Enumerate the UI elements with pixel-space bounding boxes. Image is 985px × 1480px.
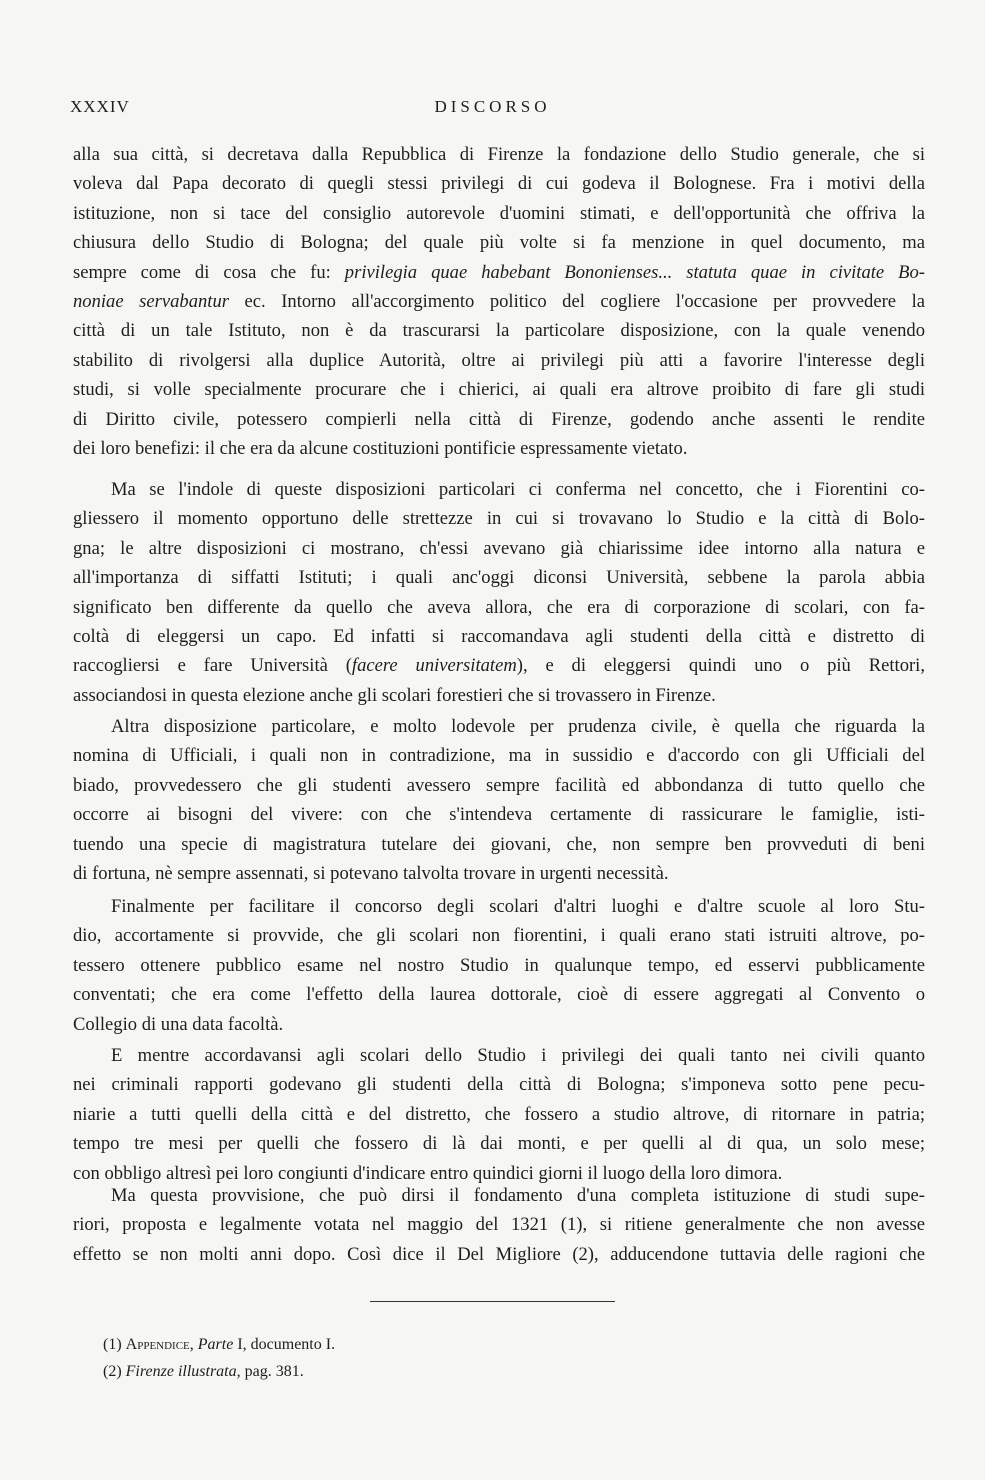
text-segment: voleva dal Papa decorato di quegli stessi privilegi di cui godeva il Bolognese. Fra i motivi della: [73, 173, 925, 195]
text-segment: occorre ai bisogni del vivere: con che s'intendeva certamente di rassicurare le famiglie, isti-: [73, 804, 925, 826]
paragraph: [73, 140, 925, 463]
text-line: [73, 405, 925, 434]
text-segment: significato ben differente da quello che aveva allora, che era di corporazione di scolari, con fa-: [73, 596, 925, 618]
text-line: [73, 892, 925, 921]
footnote-title: Firenze illustrata,: [125, 1363, 241, 1380]
text-segment: associandosi in questa elezione anche gli scolari forestieri che si trovassero in Firenze.: [73, 684, 716, 706]
footnote-marker: (1): [103, 1336, 122, 1353]
text-line: [73, 346, 925, 375]
text-line: [73, 921, 925, 950]
text-segment: niarie a tutti quelli della città e del distretto, che fossero a studio altrove, di ritornare in patria;: [73, 1103, 925, 1125]
text-segment: dei loro benefizi: il che era da alcune costituzioni pontificie espressamente vietato.: [73, 437, 688, 459]
text-segment: tessero ottenere pubblico esame nel nostro Studio in qualunque tempo, ed esservi pubblicamente: [73, 954, 925, 976]
text-segment: sempre come di cosa che fu:: [73, 261, 345, 283]
text-segment: nei criminali rapporti godevano gli studenti della città di Bologna; s'imponeva sotto pene pecu-: [73, 1074, 925, 1096]
text-segment: Ma questa provvisione, che può dirsi il fondamento d'una completa istituzione di studi supe-: [111, 1185, 925, 1206]
text-segment: conventati; che era come l'effetto della laurea dottorale, cioè di essere aggregati al Convento o: [73, 984, 925, 1006]
text-segment: tuendo una specie di magistratura tutelare dei giovani, che, non sempre ben provveduti di beni: [73, 833, 925, 855]
page-number: XXXIV: [70, 97, 130, 116]
text-segment: chiusura dello Studio di Bologna; del quale più volte si fa menzione in quel documento, ma: [73, 232, 925, 254]
text-line: [73, 1129, 925, 1158]
italic-text: privilegia quae habebant Bononienses... statuta quae in civitate Bo-: [344, 261, 925, 283]
text-line: [73, 1100, 925, 1129]
text-line: [73, 1041, 925, 1070]
footnote-text: pag. 381.: [244, 1363, 304, 1380]
text-segment: effetto se non molti anni dopo. Così dice il Del Migliore (2), adducendone tuttavia delle ragioni che: [73, 1243, 925, 1265]
text-line: [73, 228, 925, 257]
text-line: [73, 651, 925, 680]
text-line: [73, 375, 925, 404]
text-segment: gna; le altre disposizioni ci mostrano, ch'essi avevano già chiarissime idee intorno alla natura e: [73, 537, 925, 559]
text-segment: E mentre accordavansi agli scolari dello Studio i privilegi dei quali tanto nei civili quanto: [111, 1045, 925, 1066]
text-line: [73, 681, 925, 710]
paragraph: [73, 712, 925, 888]
text-segment: Collegio di una data facoltà.: [73, 1013, 284, 1035]
text-line: [73, 830, 925, 859]
text-line: [73, 1070, 925, 1099]
text-segment: all'importanza di siffatti Istituti; i quali anc'oggi diconsi Università, sebbene la parola abbia: [73, 567, 925, 589]
text-segment: di Diritto civile, potessero compierli nella città di Firenze, godendo anche assenti le rendite: [73, 408, 925, 430]
text-line: [73, 712, 925, 741]
text-line: [73, 1240, 925, 1269]
text-line: [73, 1181, 925, 1210]
footnote-1: [103, 1336, 335, 1354]
text-line: [73, 258, 925, 287]
text-line: [73, 287, 925, 316]
text-segment: raccogliersi e fare Università (: [73, 655, 352, 677]
text-segment: stabilito di rivolgersi alla duplice Autorità, oltre ai privilegi più atti a favorire l'interesse degli: [73, 349, 925, 371]
text-segment: Ma se l'indole di queste disposizioni particolari ci conferma nel concetto, che i Fiorentini co-: [111, 479, 925, 500]
text-line: [73, 1210, 925, 1239]
text-line: [73, 434, 925, 463]
text-segment: riori, proposta e legalmente votata nel maggio del 1321 (1), si ritiene generalmente che non avesse: [73, 1214, 925, 1236]
text-segment: biado, provvedessero che gli studenti avessero sempre facilità ed abbondanza di tutto quello che: [73, 774, 925, 796]
text-segment: ), e di eleggersi quindi uno o più Rettori,: [516, 655, 925, 677]
text-line: [73, 140, 925, 169]
italic-text: noniae servabantur: [73, 290, 230, 312]
text-line: [73, 980, 925, 1009]
paragraph: [73, 1181, 925, 1269]
text-segment: istituzione, non si tace del consiglio autorevole d'uomini stimati, e dell'opportunità che offriva la: [73, 202, 925, 224]
text-segment: nomina di Ufficiali, i quali non in contradizione, ma in sussidio e d'accordo con gli Ufficiali del: [73, 745, 925, 767]
footnote-part: Parte: [197, 1336, 234, 1353]
text-line: [73, 622, 925, 651]
text-line: [73, 800, 925, 829]
text-line: [73, 1010, 925, 1039]
text-segment: ec. Intorno all'accorgimento politico del cogliere l'occasione per provvedere la: [229, 290, 926, 312]
text-segment: gliessero il momento opportuno delle strettezze in cui si trovavano lo Studio e la città di Bolo-: [73, 508, 925, 530]
footnote-source: Appendice,: [125, 1336, 194, 1353]
footnote-2: [103, 1363, 304, 1381]
text-segment: studi, si volle specialmente procurare che i chierici, ai quali era altrove proibito di fare gli studi: [73, 379, 925, 401]
footnote-text: I, documento I.: [237, 1336, 336, 1353]
text-line: [73, 316, 925, 345]
text-segment: coltà di eleggersi un capo. Ed infatti si raccomandava agli studenti della città e distretto di: [73, 625, 925, 647]
text-line: [73, 951, 925, 980]
text-segment: alla sua città, si decretava dalla Repubblica di Firenze la fondazione dello Studio generale, che si: [73, 144, 925, 165]
text-line: [73, 199, 925, 228]
text-segment: Altra disposizione particolare, e molto lodevole per prudenza civile, è quella che riguarda la: [111, 716, 925, 737]
italic-text: facere universitatem: [351, 655, 517, 677]
text-segment: di fortuna, nè sempre assennati, si potevano talvolta trovare in urgenti necessità.: [73, 862, 669, 884]
text-segment: tempo tre mesi per quelli che fossero di là dai monti, e per quelli al di qua, un solo mese;: [73, 1133, 925, 1155]
text-segment: dio, accortamente si provvide, che gli scolari non fiorentini, i quali erano stati istruiti altrove, po-: [73, 925, 925, 947]
text-line: [73, 593, 925, 622]
text-line: [73, 859, 925, 888]
paragraph: [73, 892, 925, 1039]
text-segment: Finalmente per facilitare il concorso degli scolari d'altri luoghi e d'altre scuole al loro Stu-: [111, 896, 925, 917]
text-line: [73, 169, 925, 198]
text-line: [73, 534, 925, 563]
text-line: [73, 563, 925, 592]
paragraph: [73, 475, 925, 710]
text-line: [73, 475, 925, 504]
text-segment: città di un tale Istituto, non è da trascurarsi la particolare disposizione, con la quale venendo: [73, 320, 925, 342]
paragraph: [73, 1041, 925, 1188]
footnote-divider: [370, 1301, 615, 1302]
text-segment: con obbligo altresì pei loro congiunti d'indicare entro quindici giorni il luogo della loro dimora.: [73, 1162, 783, 1184]
footnote-marker: (2): [103, 1363, 122, 1380]
running-title: DISCORSO: [434, 97, 551, 116]
text-line: [73, 504, 925, 533]
text-line: [73, 771, 925, 800]
text-line: [73, 741, 925, 770]
